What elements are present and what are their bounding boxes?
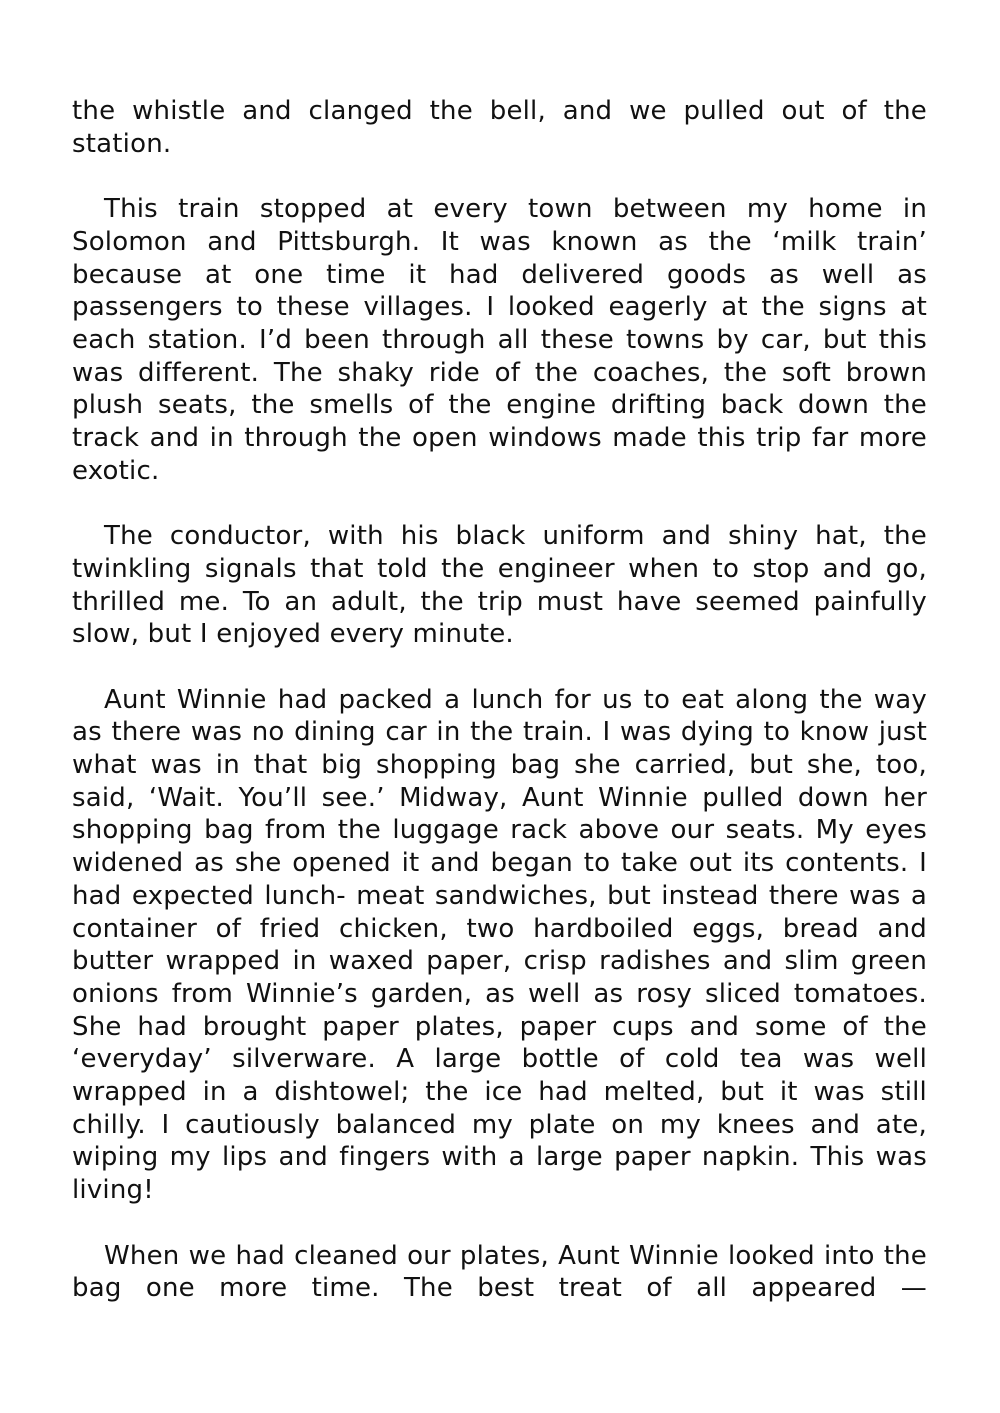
page-body xyxy=(72,95,927,1338)
paragraph-2: This train stopped at every town between my home in Solomon and Pittsburgh. It was known as the ‘milk train’ because at one time it had delivered goods as well as passengers to these villages. I looked eagerly at the signs at each station. I’d been through all these towns by car, but this was different. The shaky ride of the coaches, the soft brown plush seats, the smells of the engine drifting back down the track and in through the open windows made this trip far more exotic. xyxy=(72,194,927,486)
paragraph-4: Aunt Winnie had packed a lunch for us to eat along the way as there was no dining car in the train. I was dying to know just what was in that big shopping bag she carried, but she, too, said, ‘Wait. You’ll see.’ Midway, Aunt Winnie pulled down her shopping bag from the luggage rack above our seats. My eyes widened as she opened it and began to take out its contents. I had expected lunch- meat sandwiches, but instead there was a container of fried chicken, two hardboiled eggs, bread and butter wrapped in waxed paper, crisp radishes and slim green onions from Winnie’s garden, as well as rosy sliced tomatoes. She had brought paper plates, paper cups and some of the ‘everyday’ silverware. A large bottle of cold tea was well wrapped in a dishtowel; the ice had melted, but it was still chilly. I cautiously balanced my plate on my knees and ate, wiping my lips and fingers with a large paper napkin. This was living! xyxy=(72,684,927,1206)
paragraph-1: the whistle and clanged the bell, and we pulled out of the station. xyxy=(72,96,927,159)
paragraph-3: The conductor, with his black uniform and shiny hat, the twinkling signals that told the engineer when to stop and go, thrilled me. To an adult, the trip must have seemed painfully slow, but I enjoyed every minute. xyxy=(72,521,927,650)
paragraph-5: When we had cleaned our plates, Aunt Winnie looked into the bag one more time. The best treat of all appeared — xyxy=(72,1240,927,1304)
